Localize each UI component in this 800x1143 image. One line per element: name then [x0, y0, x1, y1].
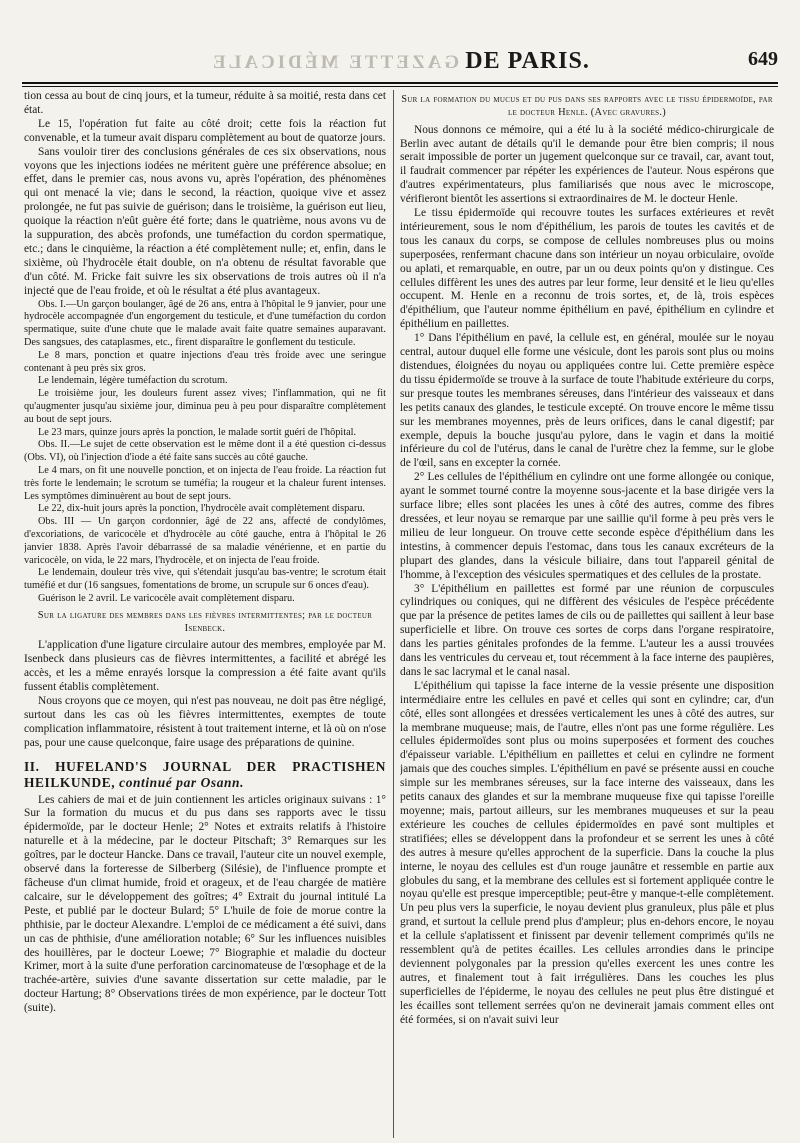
running-title [22, 48, 778, 75]
page-number: 649 [748, 48, 778, 70]
title-text: DE PARIS. [465, 48, 590, 74]
observation: Le 4 mars, on fit une nouvelle ponction, et on injecta de l'eau froide. La réaction fut très forte le lendemain; le scrotum se tuméfia; la rougeur et la chaleur furent intenses. Les symptômes diminuèrent au bout de sept jours. [24, 464, 386, 502]
observation: Obs. I.—Un garçon boulanger, âgé de 26 ans, entra à l'hôpital le 9 janvier, pour une hydrocèle accompagnée d'un engorgement du testicule, et d'une tuméfaction du cordon spermatique, suite d'une chute que le malade avait faite quatre semaines auparavant. Des sangsues, des cataplasmes, etc., firent disparaître le gonflement du testicule. [24, 298, 386, 348]
paragraph: 1° Dans l'épithélium en pavé, la cellule est, en général, moulée sur le noyau central, autour duquel elle forme une vésicule, dont les parois sont plus ou moins distendues, éloignées du noyau ou appliquées contre lui. Cette première espèce du tissu épidermoïde se trouve à la surface de toute l'habitude extérieure du corps, sur presque toutes les membranes séreuses, dans l'intérieur des vaisseaux et dans les petits canaux des glandes, le testicule excepté. On trouve encore le même tissu sur les membranes moyennes, près de leurs orifices, dans le canal digestif; par exemple, depuis la bouche jusqu'au pylore, dans le vagin et dans la moitié inférieure du col de l'utérus, dans le canal de l'urètre chez la femme, sur le globe de l'œil, sans en excepter la cornée. [400, 332, 774, 470]
paragraph: 3° L'épithélium en paillettes est formé par une réunion de corpuscules cylindriques ou coniques, qui ne diffèrent des vésicules de l'espèce précédente que par la présence de petites lames de cils ou de paillettes qui saillent à leur base superficielle et libre. On trouve ces sortes de corps dans l'organe respiratoire, dans les parties génitales profondes de la femme. L'auteur les a aussi trouvées dans les ventricules du cerveau et, tout récemment à la face interne des paupières, dans le sac lacrymal et le canal nasal. [400, 582, 774, 678]
paragraph: L'épithélium qui tapisse la face interne de la vessie présente une disposition intermédiaire entre les cellules en pavé et celles qui sont en cylindre; car, d'un côté, elles sont allongées et dressées verticalement les unes à côté des autres, sur la membrane muqueuse; mais, de l'autre, elles n'ont pas une forme régulière. Les cellules épidermoïdes sont plus ou moins superposées et forment des couches d'épaisseur variable. L'épithélium en paillettes et celui en cylindre ne forment jamais que des couches simples. L'épithélium en pavé se présente aussi en couche simple sur les membranes séreuses, sur la face interne des vaisseaux, dans les petits canaux des glandes et sur la membrane muqueuse fixe qui tapisse l'oreille moyenne; mais, partout ailleurs, sur les membranes muqueuses et sur la peau extérieure les couches de cellules épidermoïdes en pavé sont multiples et stratifiées; elles se développent dans la profondeur et se serrent les unes à côté des autres à mesure qu'elles approchent de la superficie. Dans la couche la plus interne, le noyau des cellules est d'un rouge jaunâtre et ressemble en partie aux globules du sang, et la membrane des cellules est si fortement appliquée contre le noyau qu'elle est presque imperceptible; peut-être y manque-t-elle complètement. Un peu plus vers la superficie, le noyau devient plus granuleux, plus pâle et plus grand, et surtout la cellule prend plus d'ampleur; plus en-dehors encore, le noyau et la cellule s'aplatissent et finissent par devenir tellement comprimés qu'ils ne ressemblent qu'à de petites écailles. Les cellules arrondies dans le principe deviennent polygonales par la pression qu'elles exercent les unes contre les autres, et finalement tout à fait irrégulières. Dans les couches les plus superficielles de l'épiderme, le noyau des cellules ne peut plus être distingué et les écailles sont tellement serrées qu'on ne devinerait jamais comment elles ont été formées, si on n'avait suivi leur [400, 679, 774, 1026]
page-header [22, 44, 778, 84]
observation: Le 8 mars, ponction et quatre injections d'eau très froide avec une seringue contenant à peu près six gros. [24, 349, 386, 374]
column-divider [393, 90, 394, 1138]
section-heading-ligature: Sur la ligature des membres dans les fièvres intermittentes; par le docteur Isenbeck. [37, 609, 373, 634]
observation: Le 23 mars, quinze jours après la ponction, le malade sortit guéri de l'hôpital. [38, 426, 357, 438]
paragraph: Nous donnons ce mémoire, qui a été lu à la société médico-chirurgicale de Berlin avec autant de détails qu'il le demande pour être bien compris; il nous serait impossible de porter un jugement quelconque sur ce travail, car, avant tout, il faudrait commencer par répéter les expériences de l'auteur. Nous espérons que d'autres expérimentateurs, plus familiarisés que nous avec le microscope, vérifieront bientôt les assertions si extraordinaires de M. le docteur Henle. [400, 123, 774, 206]
observation: Obs. II.—Le sujet de cette observation est le même dont il a été question ci-dessus (Obs. VI), où l'injection d'iode a été faite sans succès au côté gauche. [24, 439, 386, 464]
paragraph: Le tissu épidermoïde qui recouvre toutes les surfaces extérieures et revêt intérieurement, sous le nom d'épithélium, les parois de toutes les cavités et de tous les canaux du corps, se compose de cellules nombreuses plus ou moins superposées, renfermant chacune dans son intérieur un noyau orbiculaire, ovoïde ou aplati, et remarquable, en outre, par un ou deux points qu'on y distingue. Ces cellules diffèrent les unes des autres par leur forme, leur densité et le lieu qu'elles occupent. M. Henle en a reconnu de trois sortes, et, de là, trois espèces d'épithélium, que l'auteur nomme épithélium en pavé, épithélium en cylindre et épithélium en paillettes. [400, 207, 774, 331]
observation: Guérison le 2 avril. Le varicocèle avait complètement disparu. [38, 592, 295, 604]
observation: Obs. III — Un garçon cordonnier, âgé de 22 ans, affecté de condylômes, d'excoriations, de varicocèle et d'hydrocèle au côté gauche, entra à l'hôpital le 26 janvier 1838. Après l'avoir débarrassé de sa maladie vénérienne, et en partie du varicocèle, on vida, le 22 mars, l'hydrocèle, et on injecta de l'eau froide. [24, 516, 386, 566]
section-heading-hufeland: II. HUFELAND'S JOURNAL DER PRACTISHEN HEILKUNDE, continué par Osann. [24, 758, 386, 790]
left-column [24, 90, 386, 1138]
header-rule-thin [22, 86, 778, 87]
observation: Le troisième jour, les douleurs furent assez vives; l'inflammation, qui ne fit qu'augmenter jusqu'au sixième jour, diminua peu à peu pour disparaître complètement au bout de sept jours. [24, 388, 386, 425]
observation: Le lendemain, douleur très vive, qui s'étendait jusqu'au bas-ventre; le scrotum était tuméfié et dur (16 sangsues, fomentations de brome, un scrupule sur 6 onces d'eau). [24, 567, 386, 592]
paragraph: Nous croyons que ce moyen, qui n'est pas nouveau, ne doit pas être négligé, surtout dans les cas où les fièvres intermittentes, exemptes de toute complication inflammatoire, résistent à tout traitement interne, et là où on n'ose pas, pour une cause quelconque, faire usage des préparations de quinine. [24, 694, 386, 749]
paragraph: Sans vouloir tirer des conclusions générales de ces six observations, nous voyons que les injections iodées ne méritent guère une préférence absolue; en effet, dans le premier cas, nous avons vu, après l'opération, des phénomènes qui ont menacé la vie; dans le second, la réaction, quoique vive et assez prolongée, ne fut pas suivie de guérison; dans le troisième, la guérison eut lieu, quoique la réaction n'eût guère été forte; dans le quatrième, nous avons vu de la suppuration, des abcès profonds, une tuméfaction du cordon spermatique, etc.; dans le cinquième, la réaction a été complètement nulle; et, enfin, dans le sixième, où l'hydrocèle était double, on n'a obtenu de résultat favorable que d'un côté. M. Fricke fait suivre les six observations de trois autres où il n'a injecté que de l'eau froide, et où le résultat a été plus avantageux. [24, 145, 386, 297]
paragraph: Le 15, l'opération fut faite au côté droit; cette fois la réaction fut convenable, et la tumeur avait disparu complètement au bout de quatorze jours. [24, 117, 386, 144]
paragraph: L'application d'une ligature circulaire autour des membres, employée par M. Isenbeck dans plusieurs cas de fièvres intermittentes, a facilité et abrégé les accès, et les a même enrayés lorsque la compression a été faite avant qu'ils fussent établis complètement. [24, 639, 386, 694]
observation: Le lendemain, légère tuméfaction du scrotum. [38, 375, 228, 387]
paragraph: 2° Les cellules de l'épithélium en cylindre ont une forme allongée ou conique, ayant le sommet tourné contre la moyenne sous-jacente et la base dirigée vers la surface libre; elles sont placées les unes à côté des autres, comme des fibres dressées, et leur noyau se remarque par une saillie qu'il forme à peu près vers le milieu de leur longueur. On trouve cette seconde espèce d'épithélium dans les intestins, à commencer depuis l'estomac, dans tous les canaux excréteurs de la plupart des glandes, dans la vésicule biliaire, dans tout l'appareil génital de l'homme, à l'exception des vésicules spermatiques et des cellules de la prostate. [400, 471, 774, 581]
right-column [400, 90, 774, 1138]
paragraph: Les cahiers de mai et de juin contiennent les articles originaux suivans : 1° Sur la formation du mucus et du pus dans ses rapports avec le tissu épidermoïde, par le docteur Henle; 2° Notes et extraits relatifs à l'histoire naturelle et à la médecine, par le docteur Pitschaft; 3° Remarques sur les goîtres, par le docteur Hancke. Dans ce travail, l'auteur cite un nouvel exemple, observé dans la forteresse de Silberberg (Silésie), de l'influence prompte et fâcheuse d'un climat humide, froid et orageux, et de l'eau chargée de matière calcaire, sur le développement des goîtres; 4° Extrait du journal intitulé La Peste, et publié par le docteur Bulard; 5° L'huile de foie de morue contre la phthisie, par le docteur Alexandre. L'emploi de ce médicament a été suivi, dans un cas de phthisie, d'une amélioration notable; 6° Sur les influences nuisibles des houillères, par le docteur Loewe; 7° Biographie et maladie du docteur Krimer, mort à la suite d'une perforation carcinomateuse de l'œsophage et de la trachée-artère, suivies d'une savante dissertation sur cette maladie, par le docteur Hartung; 8° Observations tirées de mon expérience, par le docteur Tott (suite). [24, 793, 386, 1015]
observation: Le 22, dix-huit jours après la ponction, l'hydrocèle avait complètement disparu. [38, 503, 365, 515]
paragraph: tion cessa au bout de cinq jours, et la tumeur, réduite à sa moitié, resta dans cet état. [24, 90, 386, 116]
show-through-text: GAZETTE MÉDICALE [210, 52, 460, 73]
header-rule-thick [22, 82, 778, 84]
section-heading-henle: Sur la formation du mucus et du pus dans ses rapports avec le tissu épidermoïde, par le docteur Henle. (Avec gravures.) [401, 94, 773, 118]
